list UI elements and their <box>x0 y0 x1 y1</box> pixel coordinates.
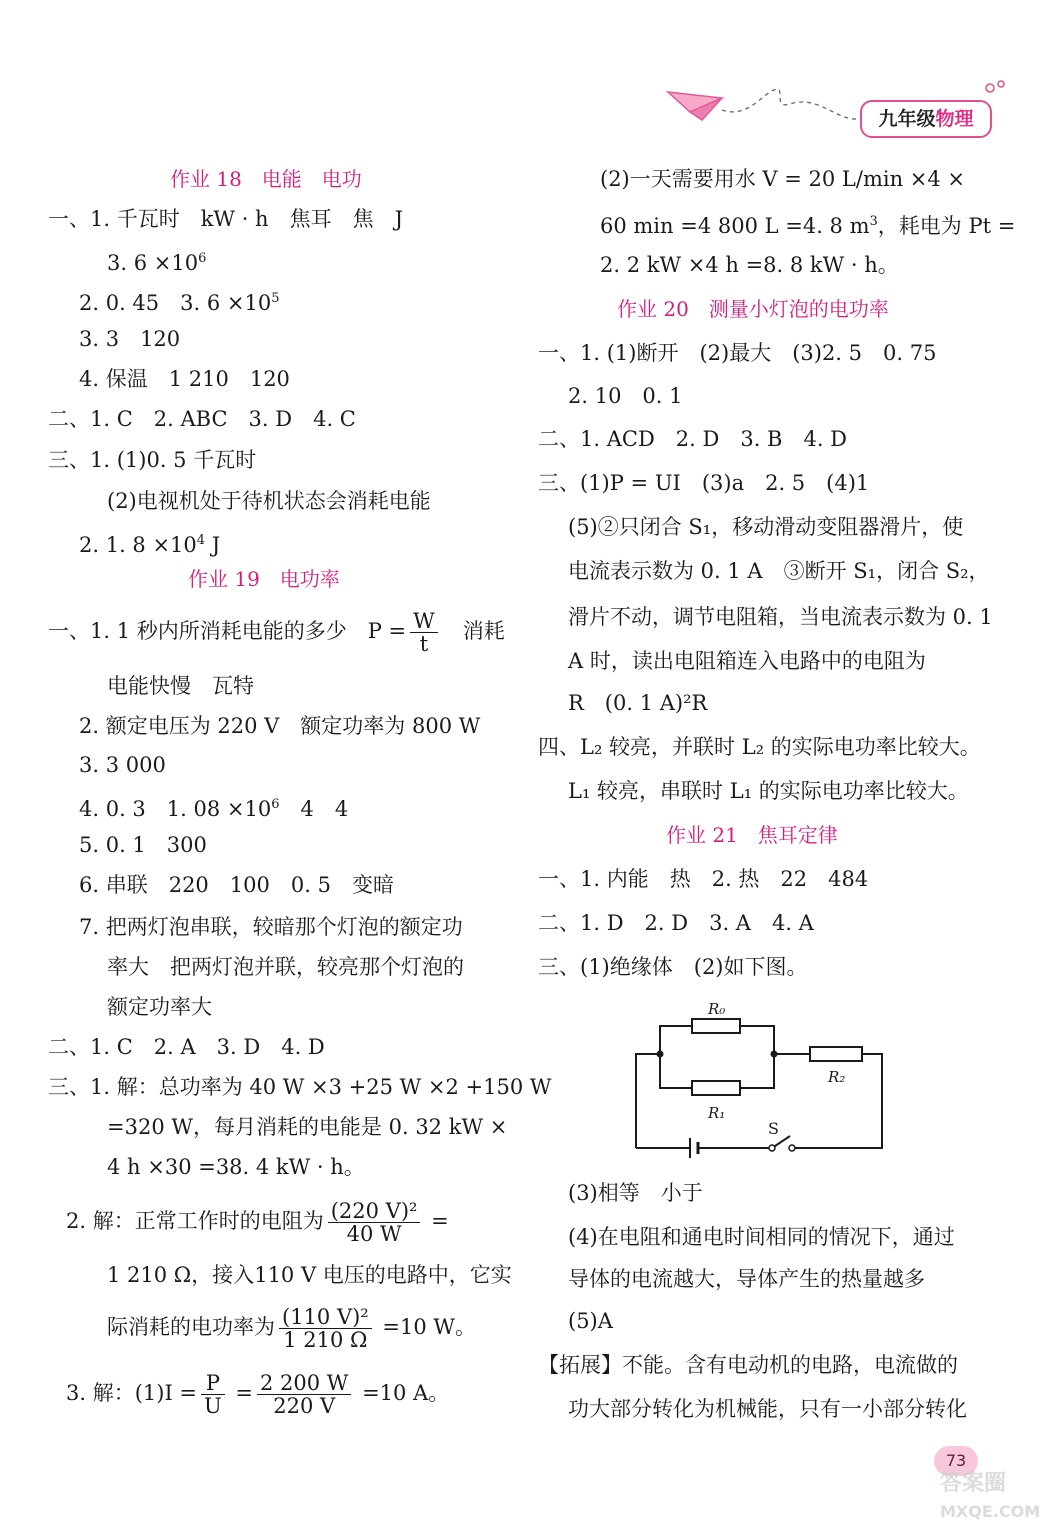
answer-line: (4)在电阻和通电时间相同的情况下，通过 <box>568 1225 955 1249</box>
answer-line: (5)②只闭合 S₁，移动滑动变阻器滑片，使 <box>568 515 964 539</box>
answer-line: 2. 2 kW ×4 h =8. 8 kW · h。 <box>600 253 899 277</box>
bubble-icon <box>986 84 994 92</box>
answer-line: =320 W，每月消耗的电能是 0. 32 kW × <box>107 1115 508 1139</box>
fraction: $\frac{2 200 W}{220 V}$ <box>257 1372 351 1417</box>
answer-line: 功大部分转化为机械能，只有一小部分转化 <box>568 1397 967 1421</box>
dashed-trail <box>722 89 862 119</box>
resistor-r2 <box>810 1047 862 1061</box>
answer-line: 二、1. C 2. A 3. D 4. D <box>48 1035 325 1059</box>
answer-line: 三、(1)P = UI (3)a 2. 5 (4)1 <box>538 471 870 495</box>
circuit-diagram <box>620 990 920 1160</box>
switch-contact <box>769 1145 775 1151</box>
answer-line: 际消耗的电功率为 $\frac{\text{(110 V)²}}{1 210 \Omega}$ =10 W。 <box>107 1305 476 1352</box>
fraction: $\frac{\text{(220 V)²}}{40 W}$ <box>328 1200 421 1245</box>
answer-line: 一、1. 1 秒内所消耗电能的多少 P = $\frac{W}{t}$ 消耗 <box>48 609 505 656</box>
answer-line: 二、1. ACD 2. D 3. B 4. D <box>538 427 848 451</box>
answer-line: (3)相等 小于 <box>568 1181 703 1205</box>
fraction: $\frac{P}{U}$ <box>201 1372 225 1417</box>
answer-line: 1 210 Ω，接入110 V 电压的电路中，它实 <box>107 1263 512 1287</box>
resistor-r1 <box>692 1081 740 1095</box>
watermark: 答案圈 MXQE.COM <box>940 1471 1041 1521</box>
badge-grade: 九年级 <box>878 108 936 130</box>
label-r1: R₁ <box>708 1104 726 1122</box>
section-heading-21: 作业 21 焦耳定律 <box>666 823 838 847</box>
answer-line: R (0. 1 A)²R <box>568 691 708 715</box>
fraction: $\frac{\text{(110 V)²}}{1 210 \Omega}$ <box>279 1306 372 1351</box>
answer-line: 率大 把两灯泡并联，较亮那个灯泡的 <box>107 955 464 979</box>
answer-line: 2. 解：正常工作时的电阻为 $\frac{\text{(220 V)²}}{40 W}$ = <box>66 1199 449 1246</box>
section-heading-19: 作业 19 电功率 <box>188 567 340 591</box>
junction-dot <box>771 1051 778 1058</box>
answer-line: 6. 串联 220 100 0. 5 变暗 <box>79 873 394 897</box>
answer-line: 一、1. 千瓦时 kW · h 焦耳 焦 J <box>48 207 403 231</box>
answer-line: (5)A <box>568 1309 613 1333</box>
section-heading-18: 作业 18 电能 电功 <box>170 167 362 191</box>
answer-line: 7. 把两灯泡串联，较暗那个灯泡的额定功 <box>79 915 463 939</box>
section-heading-20: 作业 20 测量小灯泡的电功率 <box>617 297 889 321</box>
answer-line: 60 min =4 800 L =4. 8 $m^3$，耗电为 Pt = <box>600 214 1016 238</box>
answer-line: 一、1. (1)断开 (2)最大 (3)2. 5 0. 75 <box>538 341 937 365</box>
answer-line: 3. $6 \times 10^6$ <box>107 251 207 275</box>
answer-line: 额定功率大 <box>107 995 212 1019</box>
answer-line: 2. 额定电压为 220 V 额定功率为 800 W <box>79 714 481 738</box>
resistor-r0 <box>692 1019 740 1033</box>
answer-line: 【拓展】不能。含有电动机的电路，电流做的 <box>538 1353 958 1377</box>
grade-subject-badge <box>860 100 992 138</box>
answer-line: 2. 0. 45 3. $6 \times 10^5$ <box>79 291 280 315</box>
answer-line: 一、1. 内能 热 2. 热 22 484 <box>538 867 869 891</box>
label-switch: S <box>768 1119 779 1138</box>
answer-line: 电流表示数为 0. 1 A ③断开 S₁，闭合 S₂， <box>568 559 990 583</box>
bubble-icon <box>998 81 1004 87</box>
answer-line: 三、(1)绝缘体 (2)如下图。 <box>538 955 808 979</box>
fraction: $\frac{W}{t}$ <box>410 610 438 655</box>
answer-line: 二、1. C 2. ABC 3. D 4. C <box>48 407 356 431</box>
answer-line: 2. 1. $8 \times 10^4$ J <box>79 533 221 557</box>
answer-line: 导体的电流越大，导体产生的热量越多 <box>568 1267 925 1291</box>
answer-line: L₁ 较亮，串联时 L₁ 的实际电功率比较大。 <box>568 779 969 803</box>
answer-line: 3. 解：(1)I = $\frac{P}{U}$ = $\frac{2 200 W}{220 V}$ =10 A。 <box>66 1371 450 1418</box>
answer-line: 滑片不动，调节电阻箱，当电流表示数为 0. 1 <box>568 605 993 629</box>
answer-line: 4. 0. 3 1. $08 \times 10^6$ 4 4 <box>79 797 349 821</box>
badge-subject: 物理 <box>935 108 974 130</box>
paper-plane-icon <box>668 92 722 120</box>
junction-dot <box>657 1051 664 1058</box>
answer-line: 电能快慢 瓦特 <box>107 674 254 698</box>
answer-line: 3. 3 000 <box>79 753 166 777</box>
label-r0: R₀ <box>708 1000 726 1018</box>
page-number: 73 <box>934 1446 978 1476</box>
switch-contact <box>789 1145 795 1151</box>
answer-line: 4. 保温 1 210 120 <box>79 367 290 391</box>
answer-line: 5. 0. 1 300 <box>79 833 207 857</box>
label-r2: R₂ <box>828 1068 846 1086</box>
answer-line: 三、1. 解：总功率为 40 W ×3 +25 W ×2 +150 W <box>48 1075 552 1099</box>
answer-line: 三、1. (1)0. 5 千瓦时 <box>48 448 257 472</box>
answer-line: 4 h ×30 =38. 4 kW · h。 <box>107 1155 365 1179</box>
answer-line: A 时，读出电阻箱连入电路中的电阻为 <box>568 649 926 673</box>
answer-line: (2)电视机处于待机状态会消耗电能 <box>107 489 431 513</box>
answer-line: 二、1. D 2. D 3. A 4. A <box>538 911 814 935</box>
answer-line: 四、L₂ 较亮，并联时 L₂ 的实际电功率比较大。 <box>538 735 981 759</box>
answer-line: 3. 3 120 <box>79 327 181 351</box>
answer-line: 2. 10 0. 1 <box>568 384 683 408</box>
answer-line: (2)一天需要用水 V = 20 L/min ×4 × <box>600 167 966 191</box>
